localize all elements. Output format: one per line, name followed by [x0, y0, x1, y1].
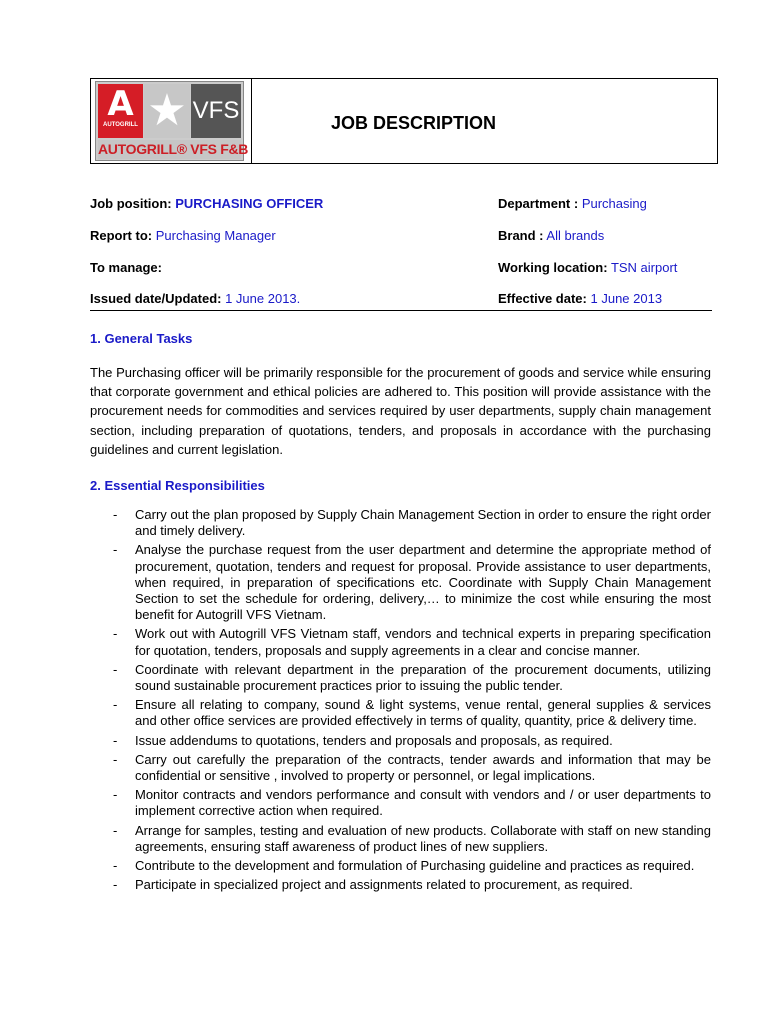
effective-date-value: 1 June 2013: [590, 291, 663, 306]
job-position-row: [90, 196, 323, 211]
info-divider: [90, 310, 712, 311]
list-item-text: Participate in specialized project and assignments related to procurement, as required.: [135, 877, 633, 893]
issued-date-label: Issued date/Updated:: [90, 291, 222, 306]
list-item: [90, 662, 711, 694]
bullet-dash: -: [113, 877, 118, 893]
section-title-general-tasks: 1. General Tasks: [90, 331, 193, 346]
list-item-text: Arrange for samples, testing and evaluation of new products. Collaborate with staff on new standing agreements, ensuring staff awareness of product lines of new suppliers.: [135, 822, 711, 854]
list-item: [90, 626, 711, 658]
section-title-essential-responsibilities: 2. Essential Responsibilities: [90, 478, 265, 493]
list-item-text: Coordinate with relevant department in the preparation of the procurement documents, utilizing sound sustainable procurement practices prior to issuing the public tender.: [135, 661, 711, 694]
list-item: [90, 542, 711, 623]
bullet-dash: -: [113, 661, 118, 677]
bullet-dash: -: [113, 751, 118, 767]
general-tasks-text: The Purchasing officer will be primarily responsible for the procurement of goods and service while ensuring that corporate government and ethical policies are adhered to. This position will provide assistance with the procurement needs for commodities and services required by user departments, supply chain management section, including preparation of quotations, tenders, and proposals in accordance with the purchasing guidelines and current legislation.: [90, 365, 711, 457]
issued-date-row: [90, 291, 300, 306]
job-position-label: Job position:: [90, 196, 172, 211]
bullet-dash: -: [113, 858, 118, 874]
page-title: JOB DESCRIPTION: [331, 113, 497, 133]
star-icon: ★: [144, 84, 190, 138]
bullet-dash: -: [113, 697, 118, 713]
effective-date-row: [498, 291, 662, 306]
issued-date-value: 1 June 2013.: [225, 291, 301, 306]
logo-wordmark: AUTOGRILL® VFS F&B: [98, 141, 249, 157]
list-item: [90, 733, 711, 749]
list-item-text: Issue addendums to quotations, tenders and proposals and proposals, as required.: [135, 732, 613, 748]
list-item-text: Contribute to the development and formulation of Purchasing guideline and practices as required.: [135, 858, 695, 874]
list-item: [90, 787, 711, 819]
job-position-value: PURCHASING OFFICER: [175, 196, 324, 211]
working-location-row: [498, 260, 677, 275]
list-item-text: Ensure all relating to company, sound & light systems, venue rental, general supplies & services and other office services are provided effectively in terms of quality, quantity, price & delivery time.: [135, 697, 711, 729]
list-item: [90, 507, 711, 539]
brand-value: All brands: [546, 228, 605, 243]
list-item: [90, 877, 711, 893]
working-location-label: Working location:: [498, 260, 608, 275]
list-item-text: Monitor contracts and vendors performance and consult with vendors and / or user departments to implement corrective action when required.: [135, 787, 711, 819]
working-location-value: TSN airport: [610, 260, 678, 275]
list-item-text: Carry out the plan proposed by Supply Chain Management Section in order to ensure the right order and timely delivery.: [135, 507, 711, 539]
list-item: [90, 858, 711, 874]
report-to-label: Report to:: [90, 228, 153, 243]
bullet-dash: -: [113, 542, 118, 558]
bullet-dash: -: [113, 626, 118, 642]
to-manage-row: [90, 260, 162, 275]
bullet-dash: -: [113, 732, 118, 748]
brand-label: Brand :: [498, 228, 544, 243]
to-manage-label: To manage:: [90, 260, 162, 275]
header-box: [90, 78, 718, 164]
list-item-text: Carry out carefully the preparation of the contracts, tender awards and information that may be confidential or sensitive , involved to property or personnel, or legal implications.: [135, 751, 711, 784]
report-to-value: Purchasing Manager: [155, 228, 276, 243]
responsibilities-list: [90, 507, 711, 896]
vfs-mark: VFS: [191, 84, 241, 138]
department-row: [498, 196, 647, 211]
bullet-dash: -: [113, 787, 118, 803]
report-to-row: [90, 228, 276, 243]
bullet-dash: -: [113, 507, 118, 522]
department-label: Department :: [498, 196, 579, 211]
effective-date-label: Effective date:: [498, 291, 587, 306]
list-item-text: Analyse the purchase request from the user department and determine the appropriate method of procurement, quotation, tenders and request for proposal. Provide assistance to user departments, when required, in preparation of specifications etc. Coordinate with Supply Chain Management Section to set the schedule for ordering, delivery,… to minimize the cost while ensuring the most benefit for Autogrill VFS Vietnam.: [135, 542, 711, 623]
list-item-text: Work out with Autogrill VFS Vietnam staff, vendors and technical experts in preparing specification for quotation, tenders, proposals and supply agreements in a clear and concise manner.: [135, 626, 711, 658]
list-item: [90, 697, 711, 729]
company-logo: [95, 81, 249, 161]
list-item: [90, 823, 711, 855]
autogrill-mark: A AUTOGRILL: [98, 84, 143, 138]
bullet-dash: -: [113, 822, 118, 838]
department-value: Purchasing: [581, 196, 647, 211]
list-item: [90, 752, 711, 784]
brand-row: [498, 228, 604, 243]
header-divider: [251, 79, 252, 163]
